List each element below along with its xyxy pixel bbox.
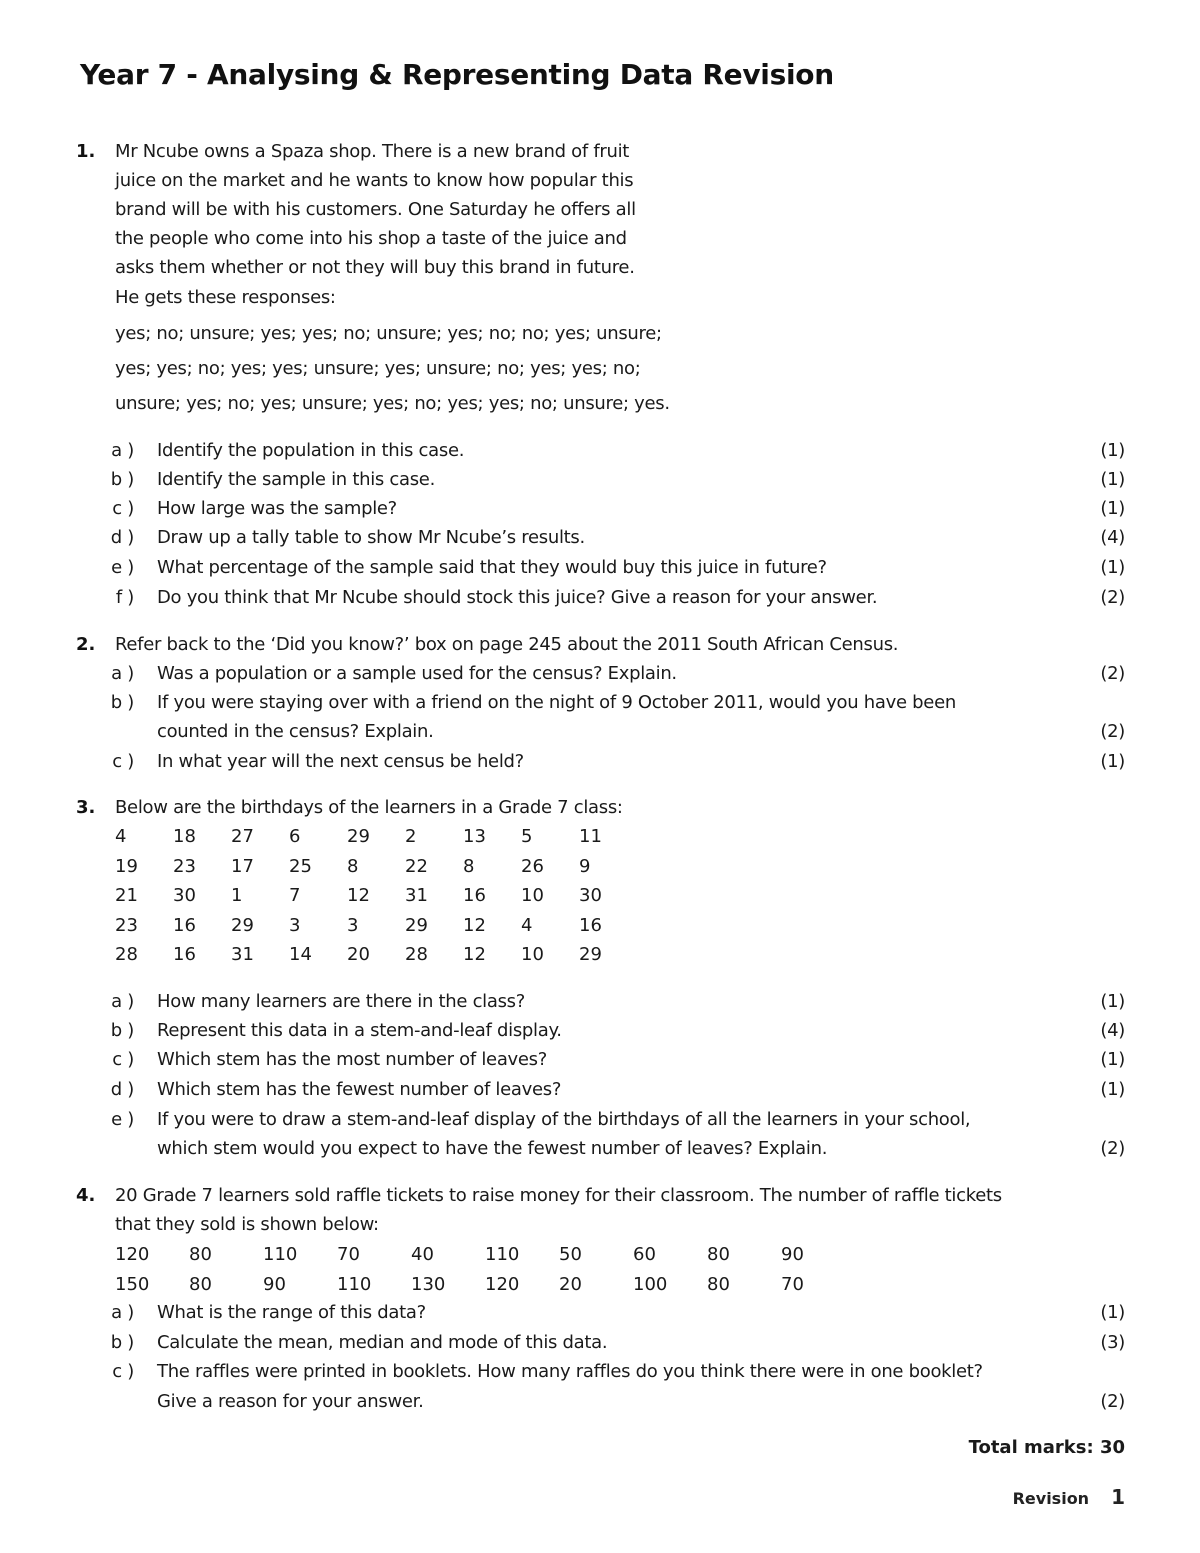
grid-cell: 8 (347, 855, 359, 877)
part-letter: e ) (111, 557, 134, 578)
q4-intro-line: 20 Grade 7 learners sold raffle tickets to raise money for their classroom. The number of raffle tickets (115, 1185, 1002, 1206)
q3-part-e-continued (0, 1138, 1200, 1162)
part-letter: a ) (111, 663, 134, 684)
part-text: which stem would you expect to have the fewest number of leaves? Explain. (157, 1138, 828, 1159)
part-letter: c ) (112, 1361, 134, 1382)
q2-intro: Refer back to the ‘Did you know?’ box on page 245 about the 2011 South African Census. (115, 634, 899, 655)
q2-part-b-continued (0, 721, 1200, 745)
page-title: Year 7 - Analysing & Representing Data Revision (80, 58, 834, 91)
q1-text-line: juice on the market and he wants to know how popular this (115, 170, 634, 191)
part-letter: b ) (110, 1020, 134, 1041)
q2-part-c (0, 751, 1200, 775)
q1-part-f (0, 587, 1200, 611)
grid-cell: 13 (463, 826, 486, 847)
q1-part-a (0, 440, 1200, 464)
part-text: Draw up a tally table to show Mr Ncube’s results. (157, 527, 585, 548)
grid-cell: 17 (231, 855, 254, 877)
part-text: In what year will the next census be held? (157, 751, 524, 772)
grid-cell: 22 (405, 855, 428, 877)
part-marks: (1) (1100, 557, 1125, 578)
grid-cell: 5 (521, 826, 533, 847)
grid-cell: 150 (115, 1273, 150, 1295)
page-footer (1013, 1485, 1125, 1509)
q1-responses-line: yes; no; unsure; yes; yes; no; unsure; yes; no; no; yes; unsure; (115, 323, 662, 344)
grid-cell: 9 (579, 855, 591, 877)
grid-cell: 90 (781, 1244, 804, 1265)
grid-cell: 110 (337, 1273, 372, 1295)
grid-cell: 120 (485, 1273, 520, 1295)
part-text: If you were staying over with a friend on the night of 9 October 2011, would you have been (157, 692, 956, 713)
grid-cell: 29 (347, 826, 370, 847)
q3-part-b (0, 1020, 1200, 1044)
grid-cell: 16 (173, 944, 196, 966)
grid-cell: 60 (633, 1244, 656, 1265)
part-letter: a ) (111, 1302, 134, 1323)
q4-intro-line: that they sold is shown below: (115, 1214, 379, 1235)
part-text: What percentage of the sample said that they would buy this juice in future? (157, 557, 827, 578)
part-marks: (2) (1100, 1391, 1125, 1412)
grid-cell: 80 (189, 1273, 212, 1295)
part-letter: f ) (115, 587, 134, 608)
part-marks: (3) (1100, 1332, 1125, 1353)
part-letter: c ) (112, 498, 134, 519)
part-text: How large was the sample? (157, 498, 397, 519)
grid-cell: 29 (405, 914, 428, 936)
question-2-number: 2. (76, 634, 96, 655)
grid-cell: 11 (579, 826, 602, 847)
part-letter: d ) (110, 1079, 134, 1100)
q1-text-line: brand will be with his customers. One Saturday he offers all (115, 199, 636, 220)
part-text: Identify the population in this case. (157, 440, 465, 461)
q3-intro: Below are the birthdays of the learners in a Grade 7 class: (115, 797, 623, 818)
part-text: counted in the census? Explain. (157, 721, 434, 742)
grid-cell: 31 (231, 944, 254, 966)
grid-cell: 20 (347, 944, 370, 966)
grid-cell: 7 (289, 885, 301, 907)
grid-cell: 10 (521, 944, 544, 966)
part-letter: e ) (111, 1109, 134, 1130)
grid-cell: 29 (579, 944, 602, 966)
grid-cell: 25 (289, 855, 312, 877)
grid-cell: 40 (411, 1244, 434, 1265)
grid-cell: 16 (173, 914, 196, 936)
grid-cell: 21 (115, 885, 138, 907)
grid-cell: 1 (231, 885, 243, 907)
part-text: Identify the sample in this case. (157, 469, 435, 490)
grid-cell: 23 (115, 914, 138, 936)
grid-cell: 20 (559, 1273, 582, 1295)
q3-part-e (0, 1109, 1200, 1133)
q1-part-b (0, 469, 1200, 493)
part-text: Which stem has the fewest number of leaves? (157, 1079, 562, 1100)
q1-part-d (0, 527, 1200, 551)
q4-part-c (0, 1361, 1200, 1385)
page-number: 1 (1111, 1485, 1125, 1509)
part-letter: a ) (111, 440, 134, 461)
grid-cell: 80 (707, 1244, 730, 1265)
question-4-number: 4. (76, 1185, 96, 1206)
q1-responses-line: unsure; yes; no; yes; unsure; yes; no; yes; yes; no; unsure; yes. (115, 393, 670, 414)
grid-cell: 70 (781, 1273, 804, 1295)
grid-cell: 27 (231, 826, 254, 847)
q1-text-line: He gets these responses: (115, 287, 336, 308)
grid-cell: 19 (115, 855, 138, 877)
part-marks: (1) (1100, 991, 1125, 1012)
grid-cell: 110 (263, 1244, 298, 1265)
grid-cell: 18 (173, 826, 196, 847)
part-text: Was a population or a sample used for the census? Explain. (157, 663, 677, 684)
part-letter: a ) (111, 991, 134, 1012)
q1-responses-line: yes; yes; no; yes; yes; unsure; yes; unsure; no; yes; yes; no; (115, 358, 641, 379)
part-marks: (1) (1100, 498, 1125, 519)
part-text: Which stem has the most number of leaves? (157, 1049, 548, 1070)
footer-label: Revision (1012, 1489, 1090, 1508)
part-text: Calculate the mean, median and mode of this data. (157, 1332, 608, 1353)
grid-cell: 12 (347, 885, 370, 907)
grid-cell: 4 (521, 914, 533, 936)
part-text: Do you think that Mr Ncube should stock this juice? Give a reason for your answer. (157, 587, 878, 608)
grid-cell: 3 (347, 914, 359, 936)
grid-cell: 70 (337, 1244, 360, 1265)
part-marks: (4) (1100, 527, 1125, 548)
grid-cell: 80 (189, 1244, 212, 1265)
grid-cell: 130 (411, 1273, 446, 1295)
part-marks: (1) (1100, 1049, 1125, 1070)
q1-part-e (0, 557, 1200, 581)
q3-part-c (0, 1049, 1200, 1073)
grid-cell: 30 (579, 885, 602, 907)
q3-part-d (0, 1079, 1200, 1103)
grid-cell: 14 (289, 944, 312, 966)
part-letter: b ) (110, 1332, 134, 1353)
part-marks: (4) (1100, 1020, 1125, 1041)
part-letter: c ) (112, 1049, 134, 1070)
grid-cell: 12 (463, 944, 486, 966)
part-text: How many learners are there in the class? (157, 991, 526, 1012)
part-letter: c ) (112, 751, 134, 772)
grid-cell: 110 (485, 1244, 520, 1265)
grid-cell: 28 (115, 944, 138, 966)
q4-part-b (0, 1332, 1200, 1356)
question-1-number: 1. (76, 141, 96, 162)
grid-cell: 16 (579, 914, 602, 936)
q3-part-a (0, 991, 1200, 1015)
q1-text-line: the people who come into his shop a taste of the juice and (115, 228, 627, 249)
part-marks: (1) (1100, 1079, 1125, 1100)
part-letter: d ) (110, 527, 134, 548)
part-marks: (2) (1100, 1138, 1125, 1159)
grid-cell: 2 (405, 826, 417, 847)
grid-cell: 6 (289, 826, 301, 847)
q1-text-line: Mr Ncube owns a Spaza shop. There is a new brand of fruit (115, 141, 630, 162)
part-text: Give a reason for your answer. (157, 1391, 424, 1412)
part-text: If you were to draw a stem-and-leaf display of the birthdays of all the learners in your school, (157, 1109, 971, 1130)
part-letter: b ) (110, 469, 134, 490)
q2-part-a (0, 663, 1200, 687)
part-marks: (1) (1100, 440, 1125, 461)
q1-text-line: asks them whether or not they will buy this brand in future. (115, 257, 635, 278)
grid-cell: 4 (115, 826, 127, 847)
grid-cell: 80 (707, 1273, 730, 1295)
q4-part-a (0, 1302, 1200, 1326)
grid-cell: 100 (633, 1273, 668, 1295)
grid-cell: 3 (289, 914, 301, 936)
grid-cell: 90 (263, 1273, 286, 1295)
part-text: The raffles were printed in booklets. How many raffles do you think there were in one booklet? (157, 1361, 983, 1382)
grid-cell: 8 (463, 855, 475, 877)
part-marks: (1) (1100, 751, 1125, 772)
grid-cell: 10 (521, 885, 544, 907)
grid-cell: 120 (115, 1244, 150, 1265)
part-marks: (2) (1100, 721, 1125, 742)
total-marks: Total marks: 30 (968, 1437, 1125, 1458)
grid-cell: 50 (559, 1244, 582, 1265)
grid-cell: 16 (463, 885, 486, 907)
part-marks: (2) (1100, 663, 1125, 684)
part-letter: b ) (110, 692, 134, 713)
grid-cell: 31 (405, 885, 428, 907)
q1-part-c (0, 498, 1200, 522)
q2-part-b (0, 692, 1200, 716)
grid-cell: 12 (463, 914, 486, 936)
grid-cell: 23 (173, 855, 196, 877)
grid-cell: 26 (521, 855, 544, 877)
question-3-number: 3. (76, 797, 96, 818)
grid-cell: 29 (231, 914, 254, 936)
grid-cell: 30 (173, 885, 196, 907)
part-marks: (2) (1100, 587, 1125, 608)
part-marks: (1) (1100, 1302, 1125, 1323)
part-marks: (1) (1100, 469, 1125, 490)
grid-cell: 28 (405, 944, 428, 966)
part-text: Represent this data in a stem-and-leaf display. (157, 1020, 562, 1041)
q4-part-c-continued (0, 1391, 1200, 1415)
part-text: What is the range of this data? (157, 1302, 426, 1323)
